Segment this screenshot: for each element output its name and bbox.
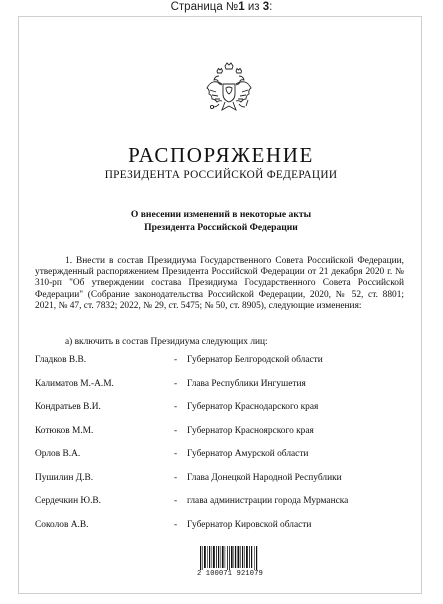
document-page: [18, 16, 422, 594]
person-role: Глава Республики Ингушетия: [187, 378, 306, 389]
dash: -: [174, 449, 178, 459]
dash: -: [174, 355, 178, 365]
person-role: глава администрации города Мурманска: [187, 496, 349, 506]
person-name: Котюков М.М.: [35, 425, 94, 436]
barcode-number: 2 100071 921079: [197, 570, 264, 578]
person-role: Губернатор Белгородской области: [187, 355, 323, 365]
dash: -: [174, 402, 178, 412]
page-counter-suffix: :: [269, 1, 273, 13]
page-counter-prefix: Страница №: [170, 1, 239, 13]
dash: -: [174, 496, 178, 506]
page-counter-sep: из: [244, 1, 263, 13]
person-name: Кондратьев В.И.: [35, 402, 101, 412]
person-name: Пушилин Д.В.: [35, 472, 94, 483]
person-name: Орлов В.А.: [35, 449, 81, 459]
person-name: Соколов А.В.: [35, 519, 89, 530]
person-role: Губернатор Краснодарского края: [187, 402, 319, 412]
coat-of-arms-icon: [205, 60, 253, 114]
persons-list: [35, 355, 415, 543]
list-item: [35, 496, 415, 520]
person-role: Губернатор Амурской области: [187, 449, 309, 459]
dash: -: [174, 472, 178, 483]
person-role: Губернатор Кировской области: [187, 519, 312, 530]
paragraph-1: 1. Внести в состав Президиума Государственного Совета Российской Федерации, утвержденный распоряжением Президента Российской Федерации от 21 декабря 2020 г. № 310-рп "Об утверждении состава Президиума Государственного Совета Российской Федерации" (Собрание законодательства Российской Федерации, 2020, № 52, ст. 8801; 2021, № 47, ст. 7832; 2022, № 29, ст. 5475; № 50, ст. 8905), следующие изменения:: [35, 256, 404, 311]
document-heading: [19, 209, 423, 234]
dash: -: [174, 519, 178, 530]
heading-line-1: О внесении изменений в некоторые акты: [130, 209, 312, 220]
heading-line-2: Президента Российской Федерации: [144, 221, 298, 233]
person-name: Гладков В.В.: [35, 355, 87, 365]
person-name: Калиматов М.-А.М.: [35, 378, 114, 389]
page-counter-current: 1: [238, 1, 245, 13]
person-name: Сердечкин Ю.В.: [35, 496, 102, 506]
page-counter-total: 3: [262, 1, 270, 13]
dash: -: [174, 425, 178, 436]
document-title: РАСПОРЯЖЕНИЕ: [128, 143, 314, 167]
list-item: [35, 355, 415, 379]
list-item: [35, 426, 415, 450]
list-item: [35, 402, 415, 426]
document-subtitle: ПРЕЗИДЕНТА РОССИЙСКОЙ ФЕДЕРАЦИИ: [104, 169, 338, 181]
dash: -: [174, 378, 178, 389]
subparagraph-a: а) включить в состав Президиума следующих лиц:: [65, 337, 268, 347]
person-role: Губернатор Красноярского края: [187, 425, 314, 436]
list-item: [35, 520, 415, 544]
list-item: [35, 379, 415, 403]
list-item: [35, 473, 415, 497]
list-item: [35, 449, 415, 473]
person-role: Глава Донецкой Народной Республики: [187, 472, 342, 483]
